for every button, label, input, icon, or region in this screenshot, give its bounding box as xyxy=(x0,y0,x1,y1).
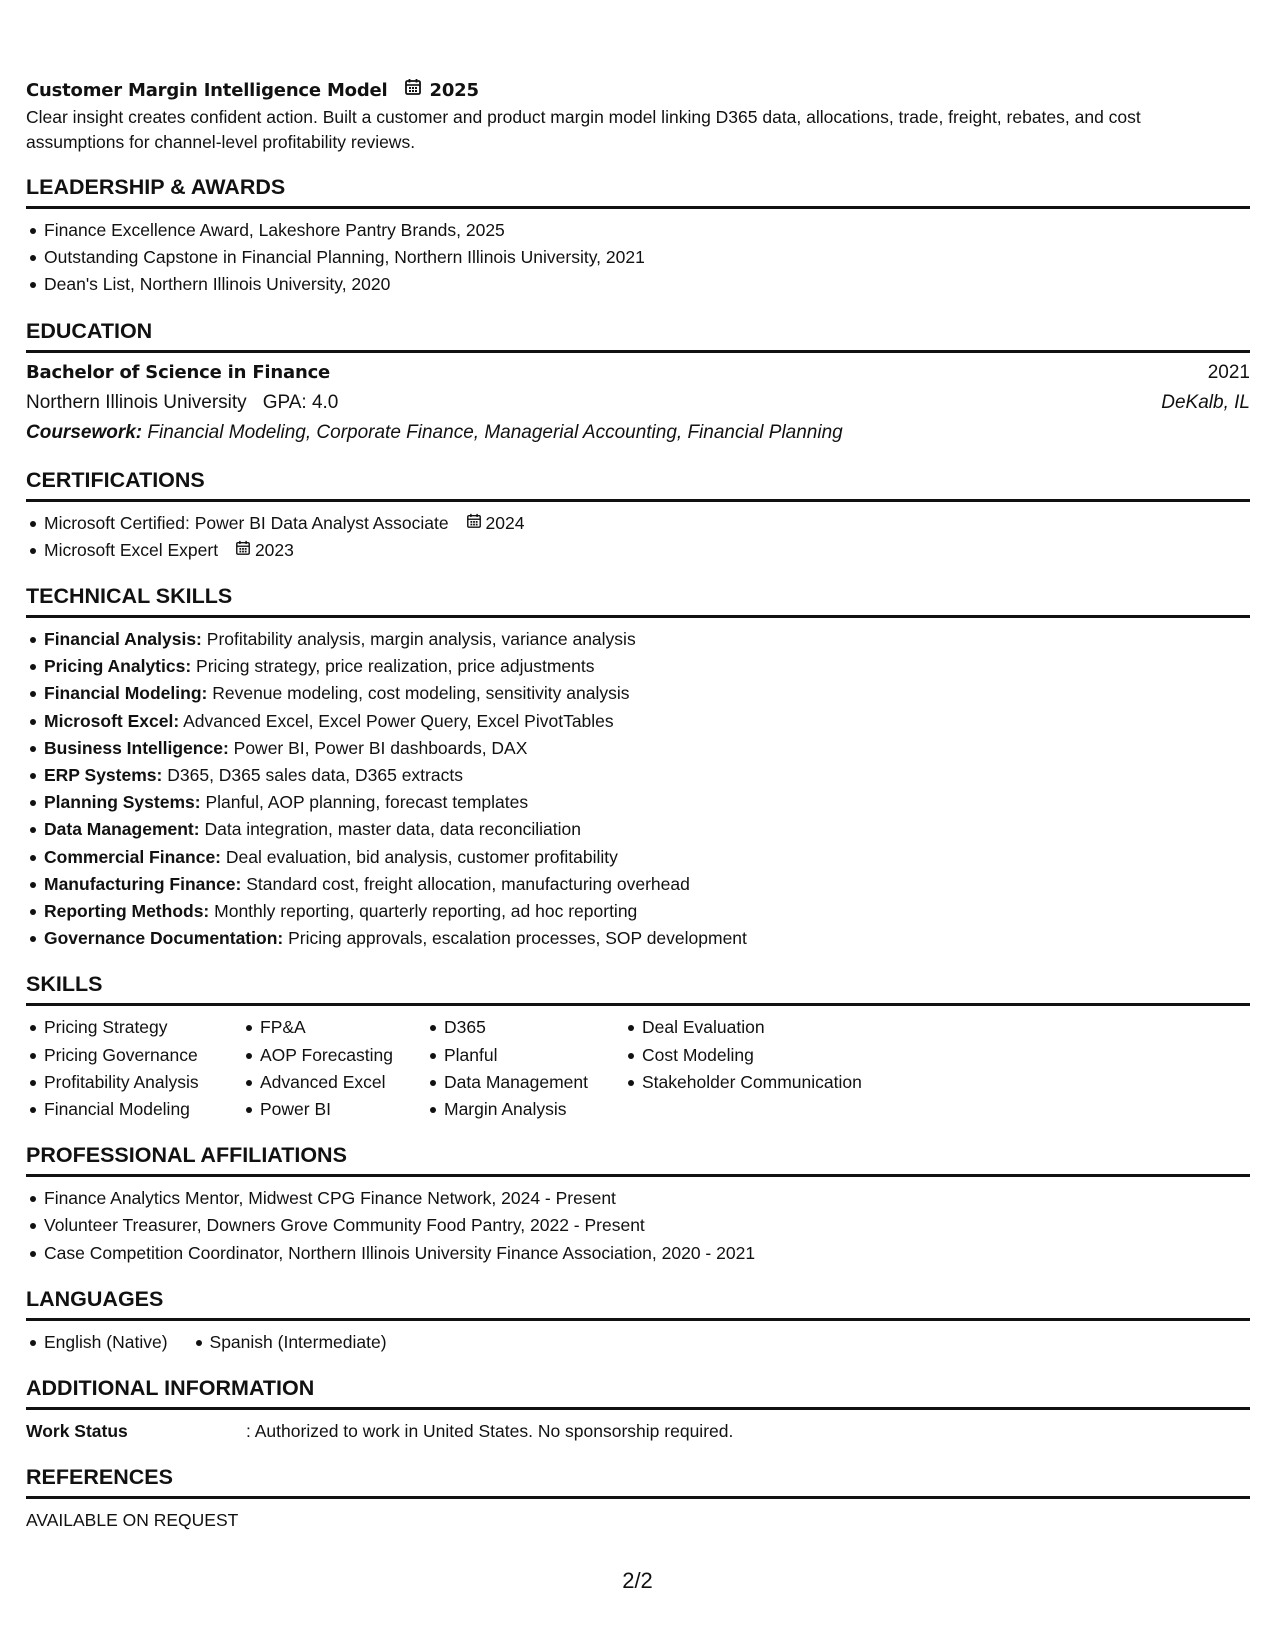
skills-column xyxy=(260,1014,444,1123)
list-item: Planful xyxy=(444,1042,642,1069)
additional-info-section xyxy=(26,1374,1250,1445)
skill-category: Planning Systems: xyxy=(44,792,201,813)
work-status-value: : Authorized to work in United States. No sponsorship required. xyxy=(246,1421,734,1442)
skill-category: Financial Modeling: xyxy=(44,683,208,704)
list-item: AOP Forecasting xyxy=(260,1042,444,1069)
coursework xyxy=(26,418,1250,448)
school-location: DeKalb, IL xyxy=(1161,391,1250,413)
list-item xyxy=(44,871,1250,898)
skills-column xyxy=(44,1014,260,1123)
certification-date xyxy=(235,537,294,564)
list-item: Data Management xyxy=(444,1069,642,1096)
list-item: Pricing Governance xyxy=(44,1042,260,1069)
list-item xyxy=(44,844,1250,871)
list-item: Outstanding Capstone in Financial Planning, Northern Illinois University, 2021 xyxy=(44,244,1250,271)
skill-details: D365, D365 sales data, D365 extracts xyxy=(167,765,463,786)
affiliations-section xyxy=(26,1141,1250,1267)
education-degree-row xyxy=(26,358,1250,388)
skill-category: Business Intelligence: xyxy=(44,737,229,758)
list-item xyxy=(44,653,1250,680)
certifications-list xyxy=(26,510,1250,564)
leadership-section xyxy=(26,173,1250,299)
list-item xyxy=(44,735,1250,762)
section-title: TECHNICAL SKILLS xyxy=(26,582,1250,618)
list-item xyxy=(44,680,1250,707)
skill-details: Data integration, master data, data reconciliation xyxy=(204,819,581,840)
list-item: Deal Evaluation xyxy=(642,1014,922,1041)
certification-name: Microsoft Excel Expert xyxy=(44,539,219,560)
skill-details: Deal evaluation, bid analysis, customer profitability xyxy=(225,846,618,867)
project-entry xyxy=(26,78,1250,155)
education-section xyxy=(26,317,1250,448)
affiliations-list xyxy=(26,1185,1250,1267)
skill-details: Power BI, Power BI dashboards, DAX xyxy=(233,737,528,758)
list-item xyxy=(44,925,1250,952)
list-item xyxy=(44,762,1250,789)
skill-details: Revenue modeling, cost modeling, sensitivity analysis xyxy=(212,683,630,704)
resume-page xyxy=(26,78,1250,1534)
work-status-row xyxy=(26,1418,1250,1445)
skill-category: Data Management: xyxy=(44,819,200,840)
certification-year: 2023 xyxy=(254,539,294,560)
list-item xyxy=(44,816,1250,843)
skill-category: Commercial Finance: xyxy=(44,846,221,867)
skill-category: ERP Systems: xyxy=(44,765,163,786)
list-item xyxy=(44,708,1250,735)
list-item: Dean's List, Northern Illinois University, 2020 xyxy=(44,271,1250,298)
graduation-year: 2021 xyxy=(1207,361,1250,383)
project-description: Clear insight creates confident action. Built a customer and product margin model linking D365 data, allocations, trade, freight, rebates, and cost assumptions for channel-level profitability reviews. xyxy=(26,107,1141,152)
section-title: EDUCATION xyxy=(26,317,1250,353)
skill-details: Pricing strategy, price realization, price adjustments xyxy=(196,656,595,677)
list-item: Cost Modeling xyxy=(642,1042,922,1069)
list-item: FP&A xyxy=(260,1014,444,1041)
references-text: AVAILABLE ON REQUEST xyxy=(26,1510,239,1531)
technical-skills-list xyxy=(26,626,1250,952)
work-status-label: Work Status xyxy=(26,1421,128,1442)
calendar-icon xyxy=(235,537,251,564)
skills-column xyxy=(444,1014,642,1123)
skill-details: Advanced Excel, Excel Power Query, Excel PivotTables xyxy=(183,710,614,731)
leadership-list xyxy=(26,217,1250,299)
list-item: Finance Excellence Award, Lakeshore Pantry Brands, 2025 xyxy=(44,217,1250,244)
skill-details: Planful, AOP planning, forecast templates xyxy=(205,792,529,813)
section-title: LANGUAGES xyxy=(26,1285,1250,1321)
languages-section xyxy=(26,1285,1250,1356)
skill-category: Governance Documentation: xyxy=(44,928,284,949)
list-item: Power BI xyxy=(260,1096,444,1123)
skill-details: Profitability analysis, margin analysis, variance analysis xyxy=(206,629,636,650)
section-title: SKILLS xyxy=(26,970,1250,1006)
skill-details: Standard cost, freight allocation, manufacturing overhead xyxy=(246,873,690,894)
list-item: Profitability Analysis xyxy=(44,1069,260,1096)
list-item: Stakeholder Communication xyxy=(642,1069,922,1096)
technical-skills-section xyxy=(26,582,1250,952)
list-item: Financial Modeling xyxy=(44,1096,260,1123)
project-year: 2025 xyxy=(429,80,479,101)
section-title: ADDITIONAL INFORMATION xyxy=(26,1374,1250,1410)
skills-column xyxy=(642,1014,922,1123)
list-item: Advanced Excel xyxy=(260,1069,444,1096)
skills-grid xyxy=(26,1014,1250,1123)
references-section xyxy=(26,1463,1250,1534)
list-item: English (Native) xyxy=(44,1329,168,1356)
calendar-icon xyxy=(404,78,422,104)
skill-details: Pricing approvals, escalation processes, SOP development xyxy=(288,928,747,949)
section-title: REFERENCES xyxy=(26,1463,1250,1499)
languages-list xyxy=(26,1329,1250,1356)
list-item xyxy=(44,626,1250,653)
skill-category: Financial Analysis: xyxy=(44,629,202,650)
list-item xyxy=(44,789,1250,816)
list-item: Finance Analytics Mentor, Midwest CPG Finance Network, 2024 - Present xyxy=(44,1185,1250,1212)
section-title: PROFESSIONAL AFFILIATIONS xyxy=(26,1141,1250,1177)
list-item: Case Competition Coordinator, Northern Illinois University Finance Association, 2020 - 2021 xyxy=(44,1240,1250,1267)
section-title: CERTIFICATIONS xyxy=(26,466,1250,502)
project-title: Customer Margin Intelligence Model xyxy=(26,80,388,101)
certification-year: 2024 xyxy=(485,512,525,533)
skill-details: Monthly reporting, quarterly reporting, ad hoc reporting xyxy=(214,901,638,922)
calendar-icon xyxy=(466,510,482,537)
list-item: Pricing Strategy xyxy=(44,1014,260,1041)
list-item: Volunteer Treasurer, Downers Grove Community Food Pantry, 2022 - Present xyxy=(44,1212,1250,1239)
list-item xyxy=(44,898,1250,925)
skills-section xyxy=(26,970,1250,1123)
project-header xyxy=(26,78,1250,104)
school-info xyxy=(26,388,338,418)
certification-date xyxy=(466,510,525,537)
education-school-row xyxy=(26,388,1250,418)
list-item: Spanish (Intermediate) xyxy=(210,1329,387,1356)
list-item: Margin Analysis xyxy=(444,1096,642,1123)
list-item xyxy=(44,537,1250,564)
section-title: LEADERSHIP & AWARDS xyxy=(26,173,1250,209)
degree-name: Bachelor of Science in Finance xyxy=(26,361,331,383)
skill-category: Reporting Methods: xyxy=(44,901,210,922)
gpa: GPA: 4.0 xyxy=(262,391,339,413)
skill-category: Pricing Analytics: xyxy=(44,656,192,677)
certifications-section xyxy=(26,466,1250,564)
school-name: Northern Illinois University xyxy=(26,391,247,413)
skill-category: Microsoft Excel: xyxy=(44,710,180,731)
coursework-list: Financial Modeling, Corporate Finance, Managerial Accounting, Financial Planning xyxy=(147,421,843,443)
list-item: D365 xyxy=(444,1014,642,1041)
page-number: 2/2 xyxy=(622,1568,653,1593)
certification-name: Microsoft Certified: Power BI Data Analyst Associate xyxy=(44,512,449,533)
coursework-label: Coursework: xyxy=(26,421,143,443)
skill-category: Manufacturing Finance: xyxy=(44,873,242,894)
list-item xyxy=(44,510,1250,537)
